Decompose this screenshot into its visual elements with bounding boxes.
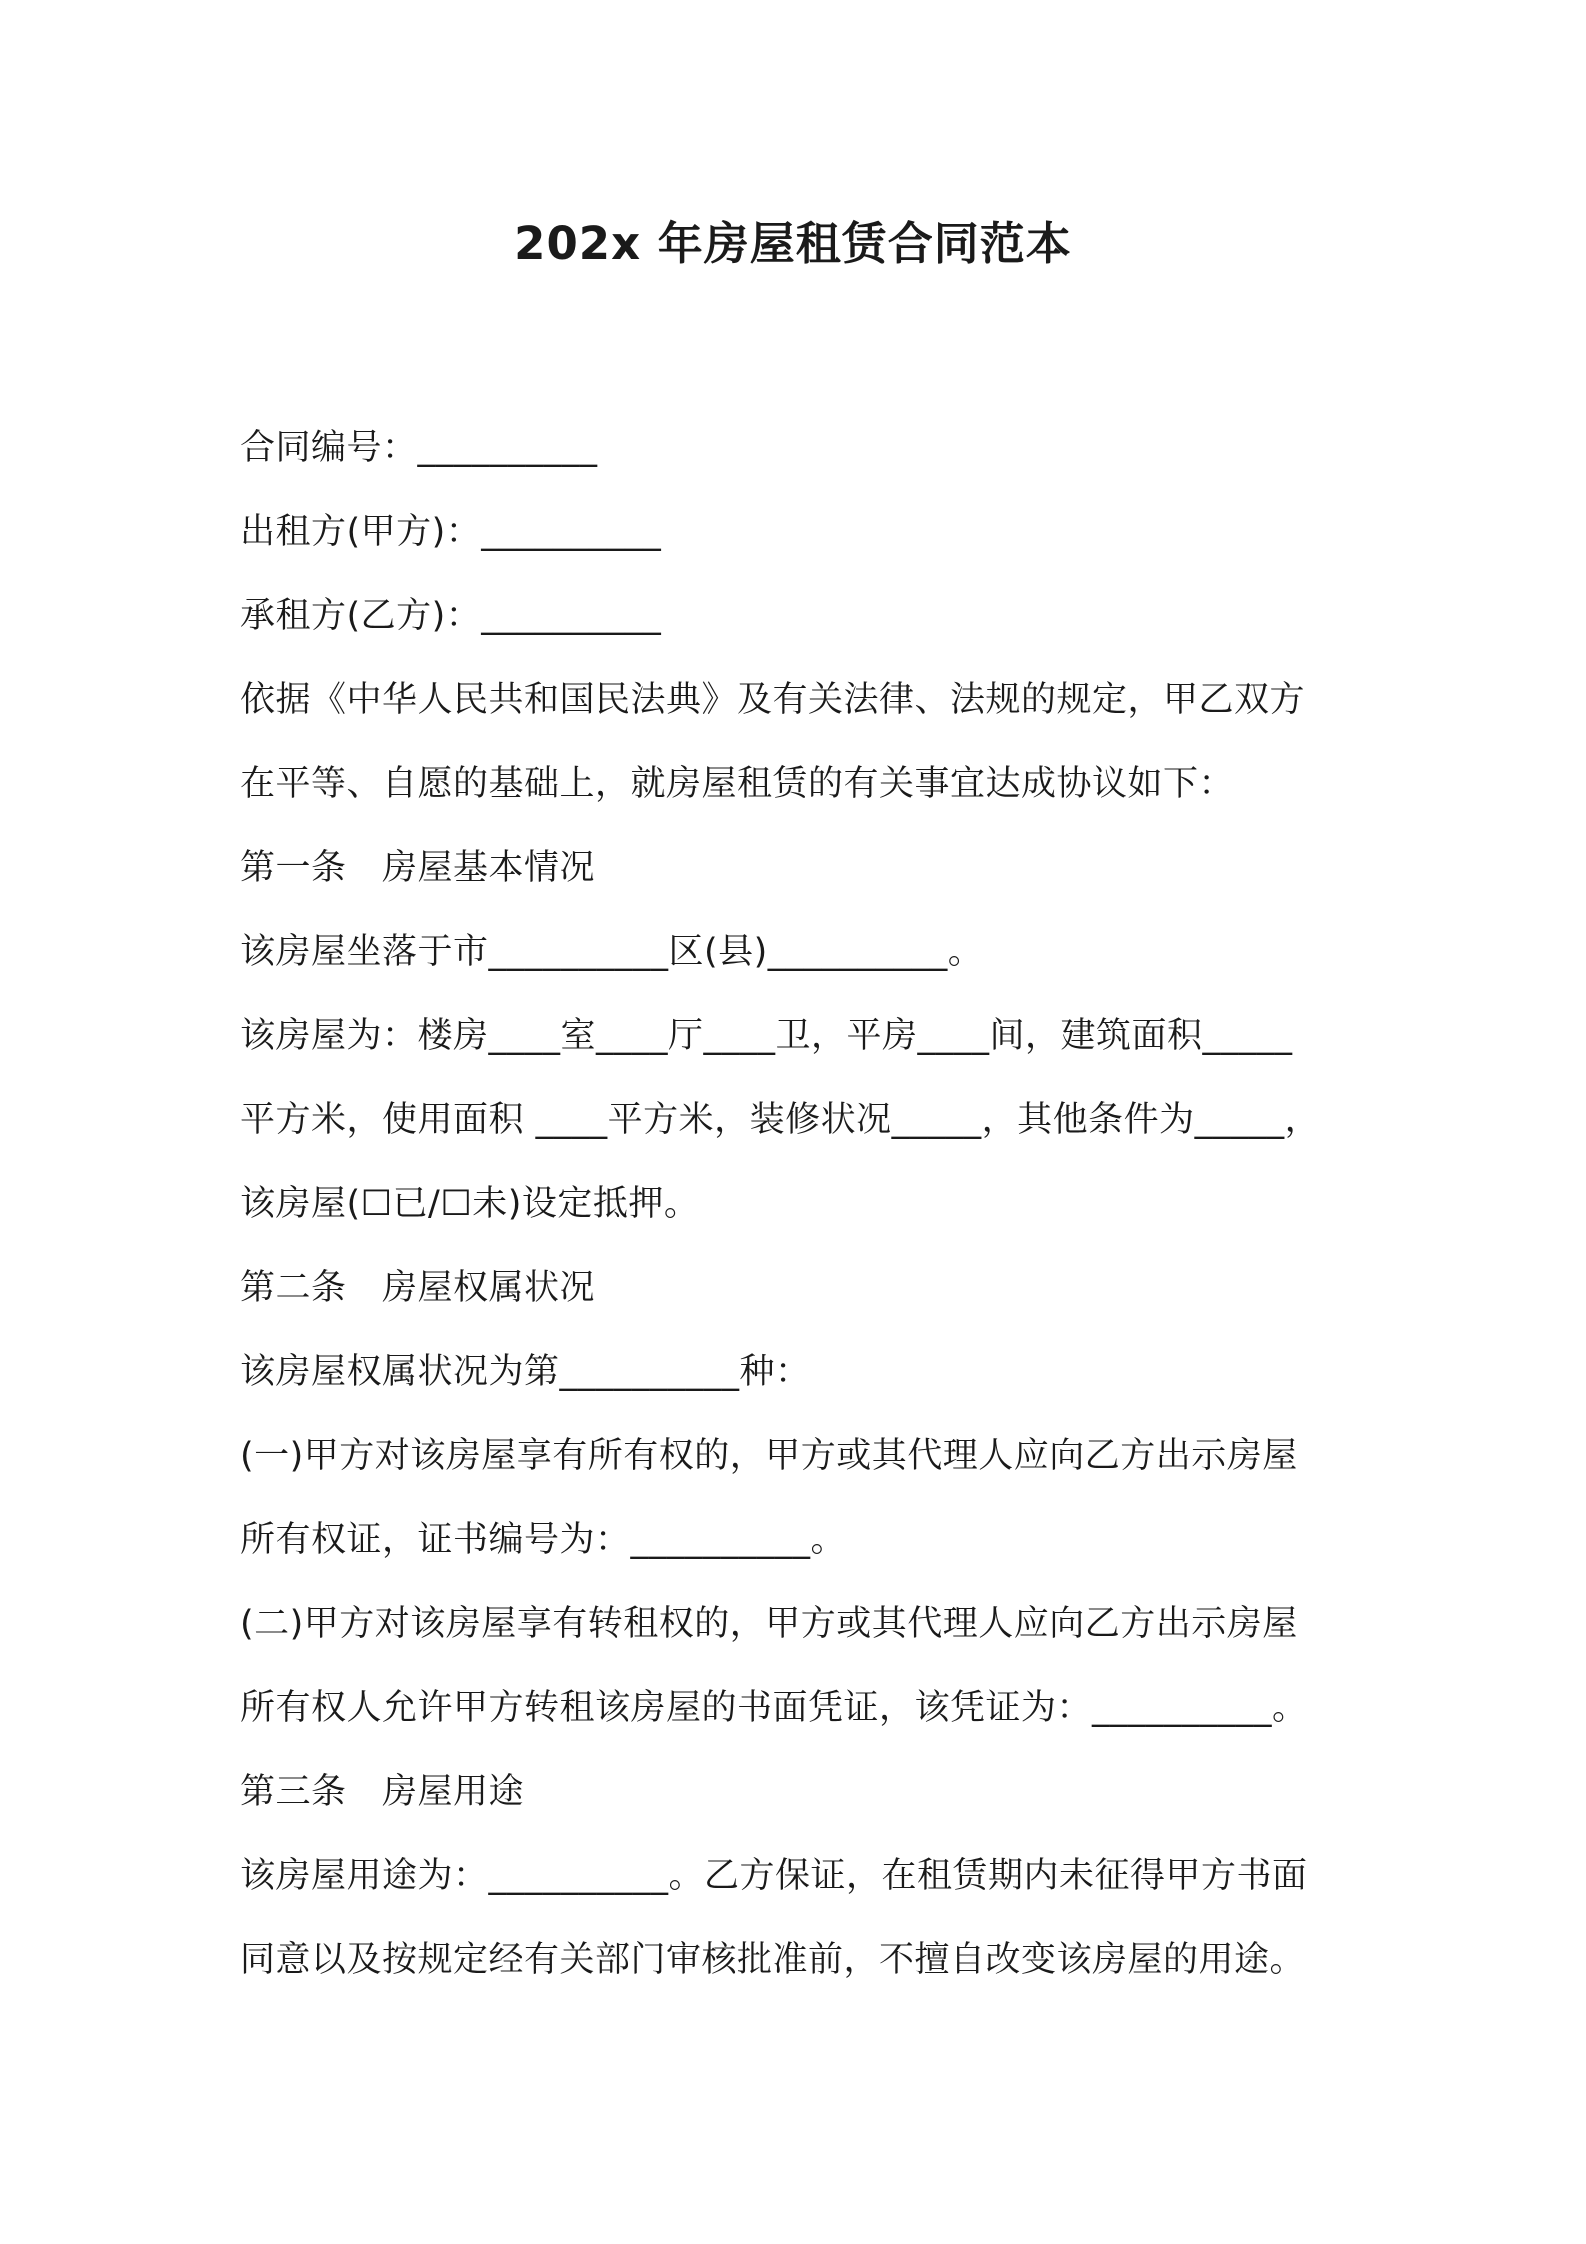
document-title: 202x 年房屋租赁合同范本 — [514, 217, 1072, 270]
article-3-use-2: 同意以及按规定经有关部门审核批准前，不擅自改变该房屋的用途。 — [240, 1940, 1306, 1980]
preamble-line-2: 在平等、自愿的基础上，就房屋租赁的有关事宜达成协议如下： — [240, 764, 1235, 804]
preamble-line-1: 依据《中华人民共和国民法典》及有关法律、法规的规定，甲乙双方 — [240, 680, 1306, 720]
document-body — [240, 406, 1370, 2002]
article-3-heading: 第三条 房屋用途 — [240, 1772, 525, 1812]
article-2-heading: 第二条 房屋权属状况 — [240, 1268, 596, 1308]
article-2-clause-2a: (二)甲方对该房屋享有转租权的，甲方或其代理人应向乙方出示房屋 — [240, 1604, 1298, 1644]
article-1-mortgage: 该房屋(☐已/☐未)设定抵押。 — [240, 1184, 700, 1224]
article-3-use-1: 该房屋用途为：__________。乙方保证，在租赁期内未征得甲方书面 — [240, 1856, 1308, 1896]
article-2-clause-2b: 所有权人允许甲方转租该房屋的书面凭证，该凭证为：__________。 — [240, 1688, 1308, 1728]
article-2-clause-1b: 所有权证，证书编号为：__________。 — [240, 1520, 847, 1560]
article-1-heading: 第一条 房屋基本情况 — [240, 848, 596, 888]
article-1-details-2: 平方米，使用面积 ____平方米，装修状况_____，其他条件为_____， — [240, 1100, 1321, 1140]
article-2-type: 该房屋权属状况为第__________种： — [240, 1352, 811, 1392]
article-2-clause-1a: (一)甲方对该房屋享有所有权的，甲方或其代理人应向乙方出示房屋 — [240, 1436, 1298, 1476]
article-1-details-1: 该房屋为：楼房____室____厅____卫，平房____间，建筑面积_____ — [240, 1016, 1293, 1056]
contract-number-line: 合同编号：__________ — [240, 428, 598, 468]
lessor-line: 出租方(甲方)：__________ — [240, 512, 662, 552]
article-1-location: 该房屋坐落于市__________区(县)__________。 — [240, 932, 984, 972]
lessee-line: 承租方(乙方)：__________ — [240, 596, 662, 636]
